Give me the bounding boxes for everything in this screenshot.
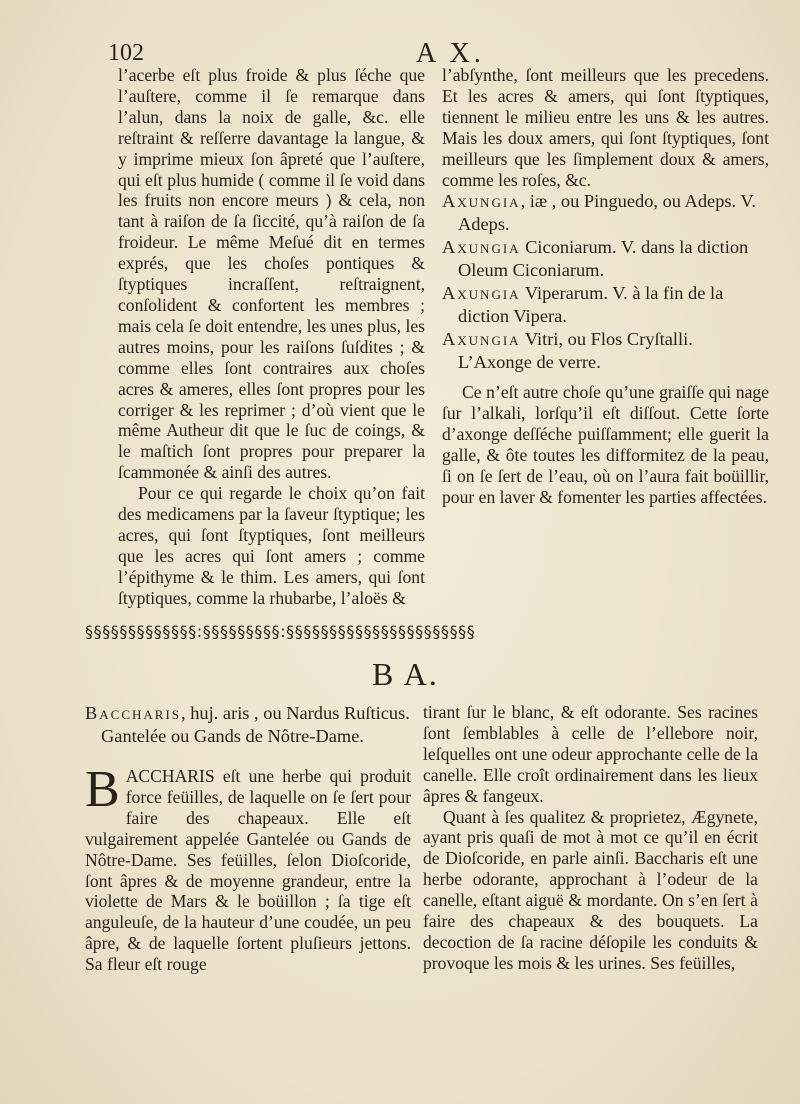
paragraph: Pour ce qui regarde le choix qu’on fait des medicamens par la ſaveur ſtyptique; les acres, qui ſont ſtyptiques, ſont meilleurs que les acres qui ſont amers ; comme l’épithyme & le thim. Les amers, qui ſont ſtyptiques, comme la rhubarbe, l’aloës & xyxy=(118,483,425,608)
dictionary-entry xyxy=(85,702,411,748)
dictionary-entry xyxy=(442,236,769,282)
paragraph: l’abſynthe, ſont meilleurs que les precedens. Et les acres & amers, qui ſont ſtyptiques, tiennent le milieu entre les uns & les autres. Mais les doux amers, qui ſont ſtyptiques, ſont meilleurs que les ſimplement doux & amers, comme les roſes, &c. xyxy=(442,65,769,190)
entry-headword: Axungia xyxy=(442,237,521,258)
paragraph-text: ACCHARIS eſt une herbe qui produit force feüilles, de laquelle on ſe ſert pour faire des chapeaux. Elle eſt vulgairement appelée Gantelée ou Gands de Nôtre-Dame. Ses feüilles, ſelon Dioſcoride, ſont âpres & de moyenne grandeur, entre la violette de Mars & le boüillon ; ſa tige eſt anguleuſe, de la hauteur d’une coudée, un peu âpre, & de laquelle ſortent pluſieurs jettons. Sa fleur eſt rouge xyxy=(85,766,411,975)
paragraph: Ce n’eſt autre choſe qu’une graiſſe qui nage ſur l’alkali, lorſqu’il eſt diſſout. Cette ſorte d’axonge deſſéche puiſſamment; elle guerit la galle, & ôte toutes les difformitez de la peau, ſi on ſe ſert de l’eau, où on l’aura fait boüillir, pour en laver & fomenter les parties affectées. xyxy=(442,382,769,507)
bottom-left-column xyxy=(85,702,411,975)
entry-text: , huj. aris , ou Nardus Ruſticus. Gantelée ou Gands de Nôtre-Dame. xyxy=(101,703,410,746)
entry-text: Ciconiarum. V. dans la diction Oleum Ciconiarum. xyxy=(458,237,749,281)
ornamental-divider: §§§§§§§§§§§§§:§§§§§§§§§:§§§§§§§§§§§§§§§§§§§§§§ xyxy=(85,622,476,641)
top-left-column xyxy=(118,65,425,609)
entry-headword: Axungia xyxy=(442,283,521,304)
page-number: 102 xyxy=(108,40,144,66)
entry-headword: Axungia xyxy=(442,329,521,350)
paragraph: Quant à ſes qualitez & proprietez, Ægynete, ayant pris quaſi de mot à mot ce qu’il en écrit de Dioſcoride, en parle ainſi. Baccharis eſt une herbe odorante, approchant à l’odeur de la canelle, eſtant aiguë & mordante. On s’en ſert à faire des chapeaux & des bouquets. La decoction de ſa racine déſopile les conduits & provoque les mois & les urines. Ses feüilles, xyxy=(423,806,758,973)
running-head: A X. xyxy=(416,38,485,69)
dictionary-entry xyxy=(442,282,769,328)
paragraph xyxy=(85,761,411,975)
entry-headword: Baccharis xyxy=(85,703,182,723)
entry-text: Vitri, ou Flos Cryſtalli. L’Axonge de verre. xyxy=(458,329,693,373)
entry-text: , iæ , ou Pinguedo, ou Adeps. V. Adeps. xyxy=(458,191,756,235)
bottom-right-column xyxy=(423,702,758,974)
paragraph: l’acerbe eſt plus froide & plus ſéche que l’auſtere, comme il ſe remarque dans l’alun, dans la noix de galle, &c. elle reſtraint & reſſerre davantage la langue, & y imprime mieux ſon âpreté que l’auſtere, qui eſt plus humide ( comme il ſe void dans les fruits non encore meurs ) & cela, non tant à raiſon de ſa ſiccité, qu’à raiſon de ſa froideur. Le même Meſué dit en termes exprés, que les choſes pontiques & ſtyptiques incraſſent, reſtraignent, conſolident & confortent les membres ; mais cela ſe doit entendre, les unes plus, les autres moins, pour les raiſons ſuſdites ; & comme elles ſont contraires aux choſes acres & ameres, elles ſont propres pour les corriger & les reprimer ; d’où vient que le même Autheur dit que le ſuc de coings, & le maſtich ſont propres pour preparer la ſcammonée & ainſi des autres. xyxy=(118,65,425,483)
section-title: B A. xyxy=(372,656,439,692)
dictionary-entry xyxy=(442,328,769,374)
drop-cap: B xyxy=(85,761,120,818)
entry-text: Viperarum. V. à la fin de la diction Vipera. xyxy=(458,283,724,327)
paragraph: tirant ſur le blanc, & eſt odorante. Ses racines ſont ſemblables à celle de l’ellebore noir, leſquelles ont une odeur approchante celle de la canelle. Elle croît ordinairement dans les lieux âpres & fangeux. xyxy=(423,702,758,806)
top-right-column xyxy=(442,65,769,508)
entry-headword: Axungia xyxy=(442,191,521,212)
dictionary-entry xyxy=(442,190,769,236)
